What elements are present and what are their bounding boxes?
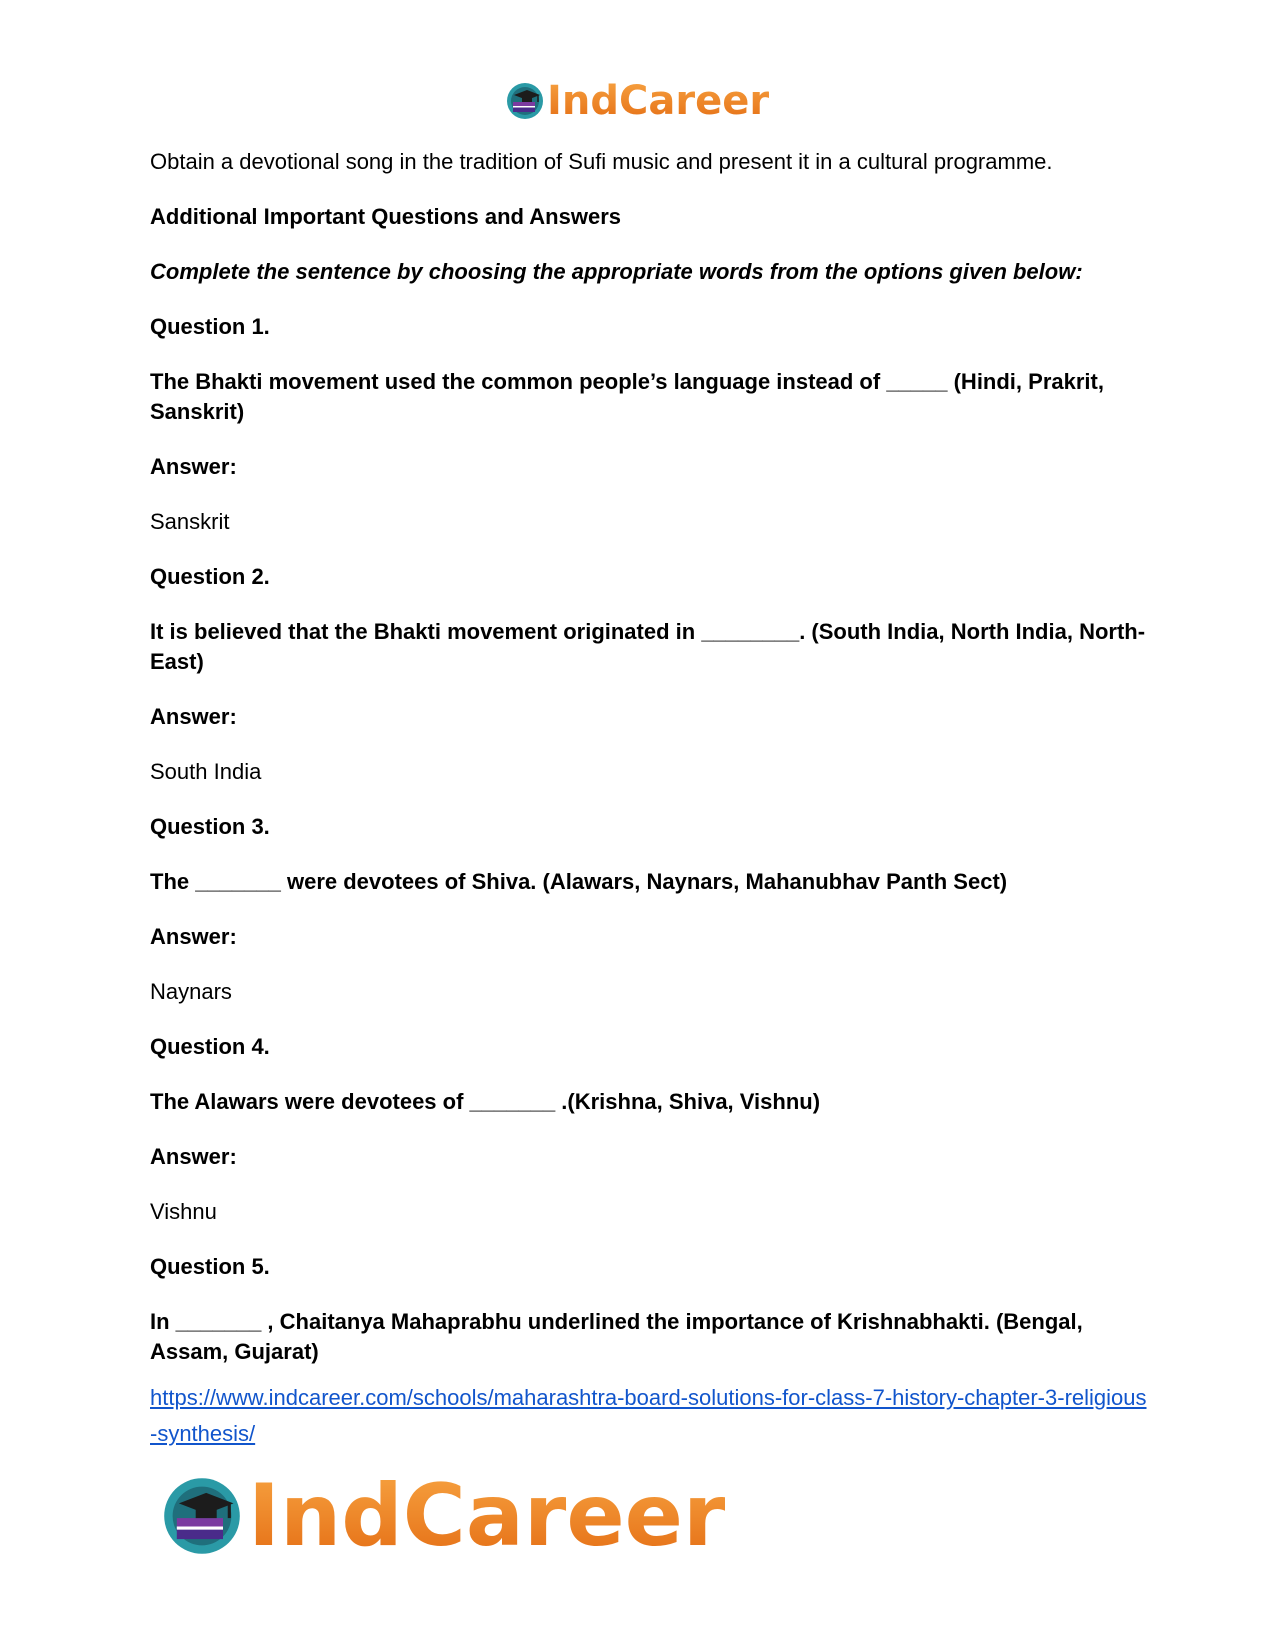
document-body: [150, 147, 1150, 1392]
question-text: The Alawars were devotees of _______ .(Krishna, Shiva, Vishnu): [150, 1089, 821, 1114]
answer-text: Sanskrit: [150, 509, 230, 534]
question-label: Question 4.: [150, 1034, 270, 1059]
question-text: The _______ were devotees of Shiva. (Alawars, Naynars, Mahanubhav Panth Sect): [150, 869, 1008, 894]
answer-label: Answer:: [150, 704, 237, 729]
section-title: Additional Important Questions and Answers: [150, 204, 622, 229]
question-text: It is believed that the Bhakti movement originated in ________. (South India, North India, North-East): [150, 619, 1146, 674]
answer-label: Answer:: [150, 1144, 237, 1169]
logo-text: IndCareer: [248, 1466, 726, 1566]
answer-label: Answer:: [150, 924, 237, 949]
answer-label: Answer:: [150, 454, 237, 479]
intro-text: Obtain a devotional song in the tradition of Sufi music and present it in a cultural programme.: [150, 149, 1053, 174]
graduation-book-icon: [160, 1474, 244, 1558]
header-logo: [505, 78, 769, 124]
question-label: Question 1.: [150, 314, 270, 339]
instruction-text: Complete the sentence by choosing the appropriate words from the options given below:: [150, 259, 1083, 284]
answer-text: South India: [150, 759, 262, 784]
graduation-book-icon: [505, 81, 545, 121]
footer-logo: [160, 1468, 725, 1564]
question-label: Question 5.: [150, 1254, 270, 1279]
source-link[interactable]: https://www.indcareer.com/schools/maharashtra-board-solutions-for-class-7-history-chapter-3-religious-synthesis/: [150, 1385, 1147, 1446]
question-label: Question 3.: [150, 814, 270, 839]
question-text: The Bhakti movement used the common people’s language instead of _____ (Hindi, Prakrit, Sanskrit): [150, 369, 1104, 424]
answer-text: Vishnu: [150, 1199, 217, 1224]
question-label: Question 2.: [150, 564, 270, 589]
logo-text: IndCareer: [547, 78, 770, 124]
answer-text: Naynars: [150, 979, 232, 1004]
question-text: In _______ , Chaitanya Mahaprabhu underlined the importance of Krishnabhakti. (Bengal, Assam, Gujarat): [150, 1309, 1083, 1364]
